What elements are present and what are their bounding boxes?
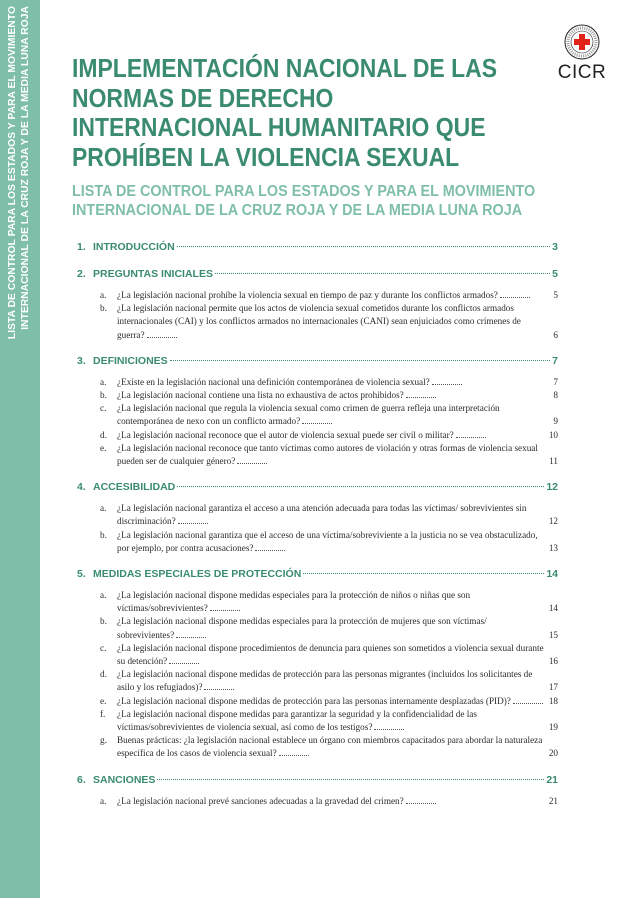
- red-cross-emblem-icon: [564, 24, 600, 60]
- toc-item-page: 20: [548, 748, 558, 759]
- toc-item[interactable]: [77, 402, 558, 428]
- toc-item[interactable]: [77, 502, 558, 528]
- toc-section[interactable]: [77, 268, 558, 282]
- toc-item-text: ¿La legislación nacional prevé sanciones adecuadas a la gravedad del crimen?: [117, 795, 404, 806]
- toc-item-leader-dots: [237, 463, 267, 464]
- toc-item-text: ¿La legislación nacional dispone medidas de protección para las personas migrantes (incluidos los solicitantes de asilo y los refugiados)?: [117, 669, 533, 693]
- toc-leader-dots: [170, 360, 550, 361]
- toc-item-page: 10: [548, 429, 558, 440]
- icrc-logo: [557, 24, 607, 84]
- toc-section-number: 2.: [77, 268, 86, 280]
- toc-item-page: 11: [549, 456, 558, 467]
- toc-section-page: 5: [552, 268, 558, 280]
- toc-item[interactable]: [77, 708, 558, 734]
- toc-item-letter: d.: [100, 429, 107, 440]
- toc-item[interactable]: [77, 695, 558, 708]
- toc-item-page: 19: [548, 722, 558, 733]
- toc-item-page: 16: [548, 656, 558, 667]
- toc-item-text: ¿La legislación nacional dispone medidas especiales para la protección de niños o niñas que son víctimas/sobrevivientes?: [117, 590, 471, 614]
- toc-item-letter: a.: [100, 795, 107, 806]
- toc-section[interactable]: [77, 481, 558, 495]
- toc-item-leader-dots: [456, 437, 486, 438]
- toc-item-text: ¿La legislación nacional reconoce que el autor de violencia sexual puede ser civil o militar?: [117, 429, 454, 440]
- toc-item-page: 18: [548, 695, 558, 706]
- toc-section-label: ACCESIBILIDAD: [93, 481, 176, 494]
- toc-item-letter: b.: [100, 390, 107, 401]
- toc-item-letter: c.: [100, 642, 107, 653]
- toc-item-text: ¿La legislación nacional dispone medidas de protección para las personas internamente desplazadas (PID)?: [117, 695, 511, 706]
- toc-item[interactable]: [77, 589, 558, 615]
- toc-item-text: ¿La legislación nacional permite que los actos de violencia sexual cometidos durante los conflictos armados internacionales (CAI) y los conflictos armados no internacionales (CANI) sean enjuiciados como crímenes de guerra?: [117, 303, 521, 340]
- toc-item-leader-dots: [169, 663, 199, 664]
- toc-item[interactable]: [77, 642, 558, 668]
- toc-item-letter: c.: [100, 403, 107, 414]
- toc-item-letter: b.: [100, 529, 107, 540]
- toc-section-label: INTRODUCCIÓN: [93, 241, 175, 253]
- toc-section-number: 1.: [77, 241, 86, 253]
- sidebar-line-1: LISTA DE CONTROL PARA LOS ESTADOS Y PARA EL MOVIMIENTO: [7, 6, 18, 340]
- sidebar-line-2: INTERNACIONAL DE LA CRUZ ROJA Y DE LA MEDIA LUNA ROJA: [20, 6, 31, 330]
- toc-section-number: 5.: [77, 568, 86, 581]
- toc-item-leader-dots: [204, 689, 234, 690]
- toc-item-text: ¿Existe en la legislación nacional una definición contemporánea de violencia sexual?: [117, 376, 430, 387]
- toc-item-page: 14: [548, 603, 558, 614]
- toc-item-leader-dots: [500, 297, 530, 298]
- toc-item-text: ¿La legislación nacional contiene una lista no exhaustiva de actos prohibidos?: [117, 390, 404, 401]
- toc-item-page: 21: [548, 795, 558, 806]
- toc-item[interactable]: [77, 289, 558, 302]
- toc-item-text: ¿La legislación nacional garantiza el acceso a una atención adecuada para todas las víctimas/ sobrevivientes sin discriminación?: [117, 503, 527, 527]
- toc-item-page: 5: [553, 290, 558, 300]
- logo-word: CICR: [557, 62, 607, 83]
- toc-item-letter: b.: [100, 303, 107, 314]
- toc-section-label: PREGUNTAS INICIALES: [93, 268, 213, 280]
- toc-item[interactable]: [77, 529, 558, 555]
- toc-item-letter: a.: [100, 290, 107, 300]
- toc-item-letter: a.: [100, 376, 107, 387]
- toc-item-leader-dots: [210, 610, 240, 611]
- toc-item-page: 13: [548, 542, 558, 553]
- toc-section-page: 12: [546, 481, 558, 494]
- toc-section-page: 14: [546, 568, 558, 581]
- sidebar-title: [0, 0, 40, 898]
- toc-item-page: 7: [553, 376, 558, 387]
- toc-section-label: DEFINICIONES: [93, 354, 168, 367]
- document-subtitle: LISTA DE CONTROL PARA LOS ESTADOS Y PARA EL MOVIMIENTO INTERNACIONAL DE LA CRUZ ROJA Y DE LA MEDIA LUNA ROJA: [72, 183, 536, 219]
- toc-section[interactable]: [77, 568, 558, 582]
- toc-section-page: 7: [552, 354, 558, 367]
- toc-item-letter: a.: [100, 503, 107, 514]
- toc-item-text: ¿La legislación nacional prohíbe la violencia sexual en tiempo de paz y durante los conflictos armados?: [117, 290, 498, 300]
- toc-item[interactable]: [77, 442, 558, 468]
- toc-item-leader-dots: [374, 729, 404, 730]
- toc-item-letter: f.: [100, 708, 106, 719]
- toc-section-label: MEDIDAS ESPECIALES DE PROTECCIÓN: [93, 568, 302, 581]
- toc-item-leader-dots: [178, 523, 208, 524]
- toc-item-leader-dots: [406, 803, 436, 804]
- toc-item-leader-dots: [255, 550, 285, 551]
- toc-section-page: 21: [546, 773, 558, 786]
- document-title: IMPLEMENTACIÓN NACIONAL DE LAS NORMAS DE DERECHO INTERNACIONAL HUMANITARIO QUE PROHÍBEN LA VIOLENCIA SEXUAL: [72, 55, 498, 172]
- toc-item-letter: a.: [100, 590, 107, 601]
- toc-item-text: ¿La legislación nacional dispone medidas para garantizar la seguridad y la confidencialidad de las víctimas/sobrevivientes de violencia sexual, así como de los testigos?: [117, 708, 477, 733]
- toc-item[interactable]: [77, 389, 558, 402]
- toc-item[interactable]: [77, 795, 558, 808]
- toc-leader-dots: [215, 273, 550, 274]
- toc-item[interactable]: [77, 376, 558, 389]
- toc-section-number: 6.: [77, 773, 86, 786]
- toc-item-text: ¿La legislación nacional dispone procedimientos de denuncia para quienes son sometidos a violencia sexual durante su detención?: [117, 642, 544, 667]
- toc-leader-dots: [303, 573, 544, 574]
- toc-item-text: Buenas prácticas: ¿la legislación nacional establece un órgano con miembros capacitados para abordar la naturaleza específica de los casos de violencia sexual?: [117, 735, 543, 759]
- toc-section-page: 3: [552, 241, 558, 253]
- toc-item-letter: b.: [100, 616, 107, 627]
- toc-leader-dots: [177, 246, 550, 247]
- toc-item-leader-dots: [432, 384, 462, 385]
- toc-item-text: ¿La legislación nacional que regula la violencia sexual como crimen de guerra refleja una interpretación contemporánea de nexo con un conflicto armado?: [117, 403, 500, 427]
- toc-item[interactable]: [77, 302, 558, 342]
- toc-item-leader-dots: [176, 637, 206, 638]
- table-of-contents: [77, 241, 558, 808]
- toc-item-page: 6: [553, 329, 558, 340]
- toc-item-page: 9: [553, 416, 558, 427]
- toc-item-page: 15: [548, 629, 558, 640]
- toc-item[interactable]: [77, 615, 558, 641]
- toc-item-leader-dots: [406, 397, 436, 398]
- toc-item-letter: g.: [100, 735, 107, 746]
- toc-section-number: 4.: [77, 481, 86, 494]
- toc-item[interactable]: [77, 734, 558, 760]
- toc-section[interactable]: [77, 355, 558, 369]
- toc-item-text: ¿La legislación nacional reconoce que tanto víctimas como autores de violación y otras formas de violencia sexual pueden ser de cualquier género?: [117, 442, 538, 467]
- toc-item-letter: d.: [100, 669, 107, 680]
- toc-leader-dots: [157, 779, 544, 780]
- toc-item-leader-dots: [302, 423, 332, 424]
- toc-section[interactable]: [77, 774, 558, 788]
- toc-section[interactable]: [77, 241, 558, 255]
- toc-section-label: SANCIONES: [93, 773, 156, 786]
- toc-item-page: 12: [548, 516, 558, 527]
- toc-item-letter: e.: [100, 695, 107, 706]
- toc-item-leader-dots: [279, 755, 309, 756]
- toc-item[interactable]: [77, 668, 558, 694]
- toc-item-page: 17: [548, 682, 558, 693]
- toc-item-letter: e.: [100, 442, 107, 453]
- toc-item-text: ¿La legislación nacional garantiza que el acceso de una víctima/sobreviviente a la justicia no se vea obstaculizado, por ejemplo, por contra acusaciones?: [117, 529, 538, 553]
- sidebar-band: [0, 0, 40, 898]
- toc-item-text: ¿La legislación nacional dispone medidas especiales para la protección de mujeres que son víctimas/ sobrevivientes?: [117, 616, 487, 640]
- toc-section-number: 3.: [77, 354, 86, 367]
- toc-item-leader-dots: [513, 703, 543, 704]
- toc-leader-dots: [177, 486, 544, 487]
- toc-item-leader-dots: [147, 337, 177, 338]
- toc-item[interactable]: [77, 429, 558, 442]
- toc-item-page: 8: [553, 390, 558, 401]
